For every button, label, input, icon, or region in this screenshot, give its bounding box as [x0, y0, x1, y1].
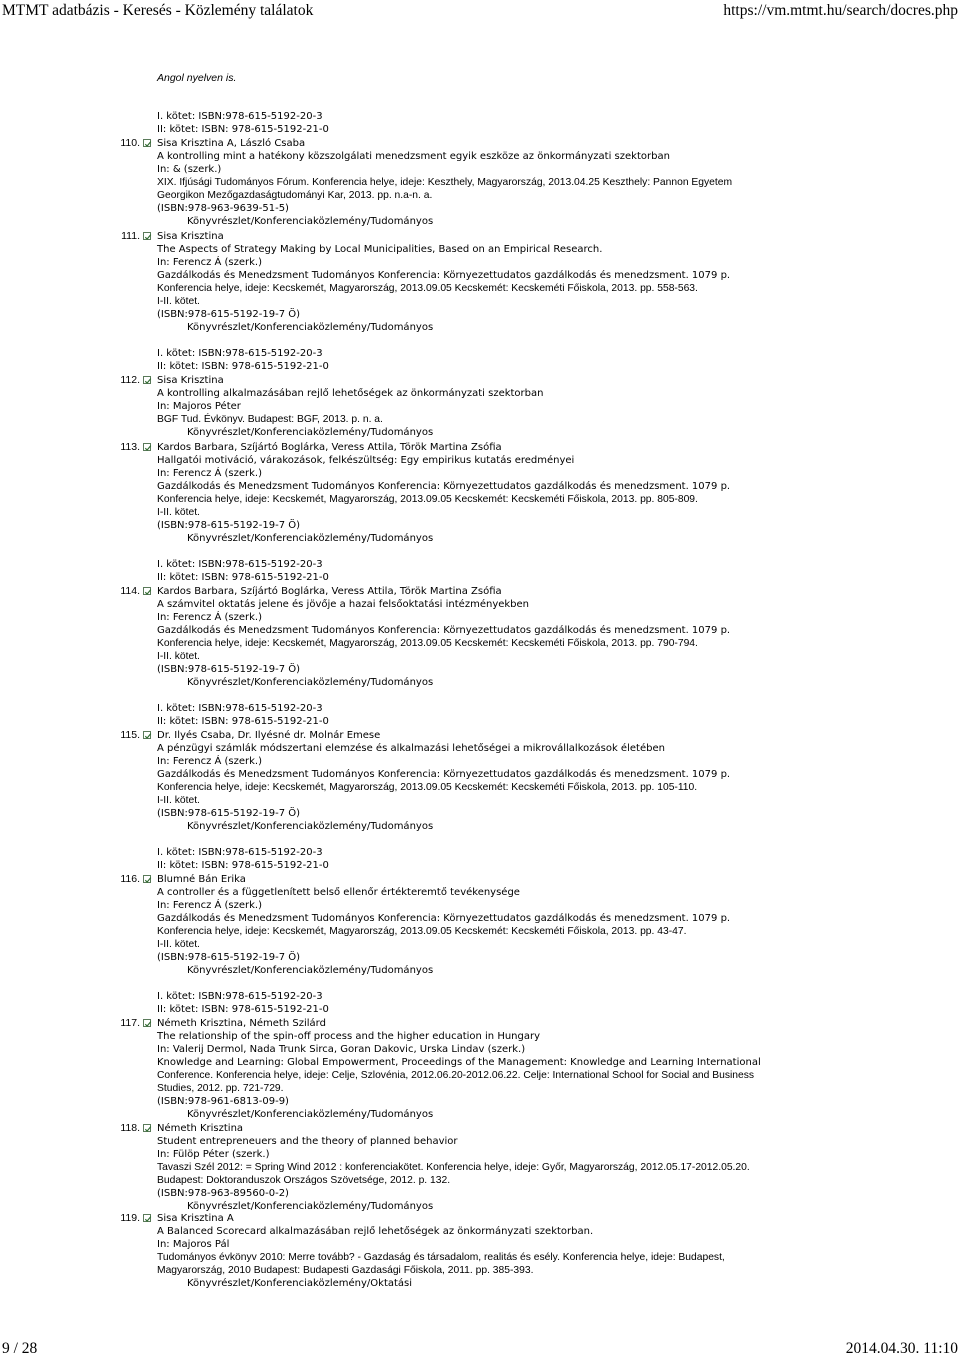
entry-number: 119.: [120, 1212, 140, 1224]
entry-line: Gazdálkodás és Menedzsment Tudományos Konferencia: Környezettudatos gazdálkodás és menedzsment. 1079 p.: [157, 481, 731, 492]
entry-line: (ISBN:978-961-6813-09-9): [157, 1096, 289, 1107]
entry-line: In: Ferencz Á (szerk.): [157, 900, 263, 911]
entry-line: Gazdálkodás és Menedzsment Tudományos Konferencia: Környezettudatos gazdálkodás és menedzsment. 1079 p.: [157, 270, 731, 281]
entry-line: Konferencia helye, ideje: Kecskemét, Magyarország, 2013.09.05 Kecskemét: Kecskeméti Főiskola, 2013. pp. 43-47.: [157, 926, 687, 937]
entry-line: II: kötet: ISBN: 978-615-5192-21-0: [157, 361, 329, 372]
entry-line: In: Ferencz Á (szerk.): [157, 612, 263, 623]
entry-line: In: Valerij Dermol, Nada Trunk Sirca, Goran Dakovic, Urska Lindav (szerk.): [157, 1044, 526, 1055]
header-title: MTMT adatbázis - Keresés - Közlemény találatok: [2, 2, 314, 19]
checkbox-icon[interactable]: [143, 1019, 151, 1027]
entry-line: In: & (szerk.): [157, 164, 222, 175]
entry-line: I-II. kötet.: [157, 296, 200, 307]
entry-number: 118.: [120, 1122, 140, 1134]
entry-line: (ISBN:978-615-5192-19-7 Ö): [157, 664, 301, 675]
entry-line: Konferencia helye, ideje: Kecskemét, Magyarország, 2013.09.05 Kecskemét: Kecskeméti Főiskola, 2013. pp. 558-563.: [157, 283, 698, 294]
entry-line: A Balanced Scorecard alkalmazásában rejlő lehetőségek az önkormányzati szektorban.: [157, 1226, 594, 1237]
header-url: https://vm.mtmt.hu/search/docres.php: [723, 2, 958, 19]
entry-line: A pénzügyi számlák módszertani elemzése és alkalmazási lehetőségei a mikrovállalkozások életében: [157, 743, 665, 754]
entry-line: I. kötet: ISBN:978-615-5192-20-3: [157, 847, 323, 858]
print-header: [0, 0, 960, 24]
entry-number: 111.: [121, 230, 140, 242]
print-footer: [0, 1340, 960, 1357]
entry-line: Németh Krisztina: [157, 1123, 244, 1134]
checkbox-icon[interactable]: [143, 731, 151, 739]
entry-line: Sisa Krisztina: [157, 231, 224, 242]
checkbox-icon[interactable]: [143, 1214, 151, 1222]
entry-line: XIX. Ifjúsági Tudományos Fórum. Konferencia helye, ideje: Keszthely, Magyarország, 2013.04.25 Keszthely: Pannon Egyetem: [157, 177, 733, 188]
entry-line: II: kötet: ISBN: 978-615-5192-21-0: [157, 1004, 329, 1015]
entry-line: (ISBN:978-615-5192-19-7 Ö): [157, 952, 301, 963]
entry-line: I. kötet: ISBN:978-615-5192-20-3: [157, 111, 323, 122]
entry-type: Könyvrészlet/Konferenciaközlemény/Tudományos: [187, 821, 434, 832]
entry-line: Gazdálkodás és Menedzsment Tudományos Konferencia: Környezettudatos gazdálkodás és menedzsment. 1079 p.: [157, 625, 731, 636]
entry-line: (ISBN:978-615-5192-19-7 Ö): [157, 808, 301, 819]
checkbox-icon[interactable]: [143, 232, 151, 240]
entry-type: Könyvrészlet/Konferenciaközlemény/Oktatási: [187, 1278, 413, 1289]
entry-line: Gazdálkodás és Menedzsment Tudományos Konferencia: Környezettudatos gazdálkodás és menedzsment. 1079 p.: [157, 769, 731, 780]
entry-line: Budapest: Doktoranduszok Országos Szövetsége, 2012. p. 132.: [157, 1175, 451, 1186]
entry-number: 114.: [120, 585, 140, 597]
entry-line: A kontrolling mint a hatékony közszolgálati menedzsment egyik eszköze az önkormányzati szektorban: [157, 151, 670, 162]
entry-line: Magyarország, 2010 Budapest: Budapesti Gazdasági Főiskola, 2011. pp. 385-393.: [157, 1265, 534, 1276]
entry-line: Studies, 2012. pp. 721-729.: [157, 1083, 284, 1094]
entry-line: Sisa Krisztina A, László Csaba: [157, 138, 306, 149]
entry-line: I. kötet: ISBN:978-615-5192-20-3: [157, 348, 323, 359]
entry-line: II: kötet: ISBN: 978-615-5192-21-0: [157, 716, 329, 727]
entry-line: I-II. kötet.: [157, 651, 200, 662]
entry-line: I-II. kötet.: [157, 939, 200, 950]
entry-line: Tavaszi Szél 2012: = Spring Wind 2012 : konferenciakötet. Konferencia helye, ideje: Győr, Magyarország, 2012.05.17-2012.05.20.: [157, 1162, 750, 1173]
entry-line: BGF Tud. Évkönyv. Budapest: BGF, 2013. p. n. a.: [157, 414, 383, 425]
entry-line: The relationship of the spin-off process and the higher education in Hungary: [157, 1031, 541, 1042]
entry-line: I-II. kötet.: [157, 795, 200, 806]
checkbox-icon[interactable]: [143, 875, 151, 883]
entry-number: 112.: [120, 374, 140, 386]
entry-line: I-II. kötet.: [157, 507, 200, 518]
entry-line: Németh Krisztina, Németh Szilárd: [157, 1018, 326, 1029]
entry-line: Knowledge and Learning: Global Empowerment, Proceedings of the Management: Knowledge and Learning International: [157, 1057, 761, 1068]
entry-line: Konferencia helye, ideje: Kecskemét, Magyarország, 2013.09.05 Kecskemét: Kecskeméti Főiskola, 2013. pp. 790-794.: [157, 638, 698, 649]
entry-line: Hallgatói motiváció, várakozások, felkészültség: Egy empirikus kutatás eredményei: [157, 455, 575, 466]
entry-line: (ISBN:978-963-9639-51-5): [157, 203, 289, 214]
entry-line: Tudományos évkönyv 2010: Merre tovább? - Gazdaság és társadalom, realitás és esély. Konferencia helye, ideje: Budapest,: [157, 1252, 725, 1263]
entry-line: Student entrepreneuers and the theory of planned behavior: [157, 1136, 458, 1147]
entry-line: I. kötet: ISBN:978-615-5192-20-3: [157, 559, 323, 570]
checkbox-icon[interactable]: [143, 139, 151, 147]
entry-type: Könyvrészlet/Konferenciaközlemény/Tudományos: [187, 216, 434, 227]
print-timestamp: 2014.04.30. 11:10: [845, 1340, 958, 1357]
checkbox-icon[interactable]: [143, 1124, 151, 1132]
checkbox-icon[interactable]: [143, 587, 151, 595]
entry-type: Könyvrészlet/Konferenciaközlemény/Tudományos: [187, 965, 434, 976]
entry-line: Kardos Barbara, Szíjártó Boglárka, Veress Attila, Török Martina Zsófia: [157, 442, 502, 453]
entry-line: In: Majoros Péter: [157, 401, 241, 412]
entry-line: In: Ferencz Á (szerk.): [157, 756, 263, 767]
entry-number: 116.: [120, 873, 140, 885]
entry-line: Kardos Barbara, Szíjártó Boglárka, Veress Attila, Török Martina Zsófia: [157, 586, 502, 597]
entry-line: In: Ferencz Á (szerk.): [157, 257, 263, 268]
intro-note: Angol nyelven is.: [157, 72, 237, 84]
entry-type: Könyvrészlet/Konferenciaközlemény/Tudományos: [187, 1109, 434, 1120]
entry-line: Sisa Krisztina A: [157, 1213, 234, 1224]
entry-line: A kontrolling alkalmazásában rejlő lehetőségek az önkormányzati szektorban: [157, 388, 544, 399]
entry-type: Könyvrészlet/Konferenciaközlemény/Tudományos: [187, 427, 434, 438]
entry-line: I. kötet: ISBN:978-615-5192-20-3: [157, 703, 323, 714]
entry-line: (ISBN:978-615-5192-19-7 Ö): [157, 520, 301, 531]
checkbox-icon[interactable]: [143, 376, 151, 384]
entry-line: Sisa Krisztina: [157, 375, 224, 386]
entry-line: Konferencia helye, ideje: Kecskemét, Magyarország, 2013.09.05 Kecskemét: Kecskeméti Főiskola, 2013. pp. 805-809.: [157, 494, 698, 505]
entry-line: II: kötet: ISBN: 978-615-5192-21-0: [157, 572, 329, 583]
entry-number: 113.: [120, 441, 140, 453]
entry-line: Conference. Konferencia helye, ideje: Celje, Szlovénia, 2012.06.20-2012.06.22. Celje: International School for Social and Business: [157, 1070, 755, 1081]
entry-type: Könyvrészlet/Konferenciaközlemény/Tudományos: [187, 677, 434, 688]
entry-type: Könyvrészlet/Konferenciaközlemény/Tudományos: [187, 533, 434, 544]
entry-line: (ISBN:978-615-5192-19-7 Ö): [157, 309, 301, 320]
entry-line: Konferencia helye, ideje: Kecskemét, Magyarország, 2013.09.05 Kecskemét: Kecskeméti Főiskola, 2013. pp. 105-110.: [157, 782, 698, 793]
entry-line: II: kötet: ISBN: 978-615-5192-21-0: [157, 124, 329, 135]
checkbox-icon[interactable]: [143, 443, 151, 451]
entry-line: II: kötet: ISBN: 978-615-5192-21-0: [157, 860, 329, 871]
page-number: 9 / 28: [2, 1340, 38, 1357]
entry-number: 117.: [120, 1017, 140, 1029]
entry-number: 110.: [120, 137, 140, 149]
entry-line: Gazdálkodás és Menedzsment Tudományos Konferencia: Környezettudatos gazdálkodás és menedzsment. 1079 p.: [157, 913, 731, 924]
entry-line: In: Majoros Pál: [157, 1239, 230, 1250]
entry-type: Könyvrészlet/Konferenciaközlemény/Tudományos: [187, 322, 434, 333]
entry-line: Blumné Bán Erika: [157, 874, 246, 885]
entry-line: Georgikon Mezőgazdaságtudományi Kar, 2013. pp. n.a-n. a.: [157, 190, 433, 201]
entry-line: The Aspects of Strategy Making by Local Municipalities, Based on an Empirical Research.: [157, 244, 603, 255]
entry-line: In: Ferencz Á (szerk.): [157, 468, 263, 479]
entry-line: A controller és a függetlenített belső ellenőr értékteremtő tevékenysége: [157, 887, 520, 898]
entry-line: Dr. Ilyés Csaba, Dr. Ilyésné dr. Molnár Emese: [157, 730, 381, 741]
entry-number: 115.: [120, 729, 140, 741]
entry-line: I. kötet: ISBN:978-615-5192-20-3: [157, 991, 323, 1002]
entry-line: (ISBN:978-963-89560-0-2): [157, 1188, 289, 1199]
entry-line: A számvitel oktatás jelene és jövője a hazai felsőoktatási intézményekben: [157, 599, 530, 610]
entry-line: In: Fülöp Péter (szerk.): [157, 1149, 270, 1160]
entry-type: Könyvrészlet/Konferenciaközlemény/Tudományos: [187, 1201, 434, 1212]
